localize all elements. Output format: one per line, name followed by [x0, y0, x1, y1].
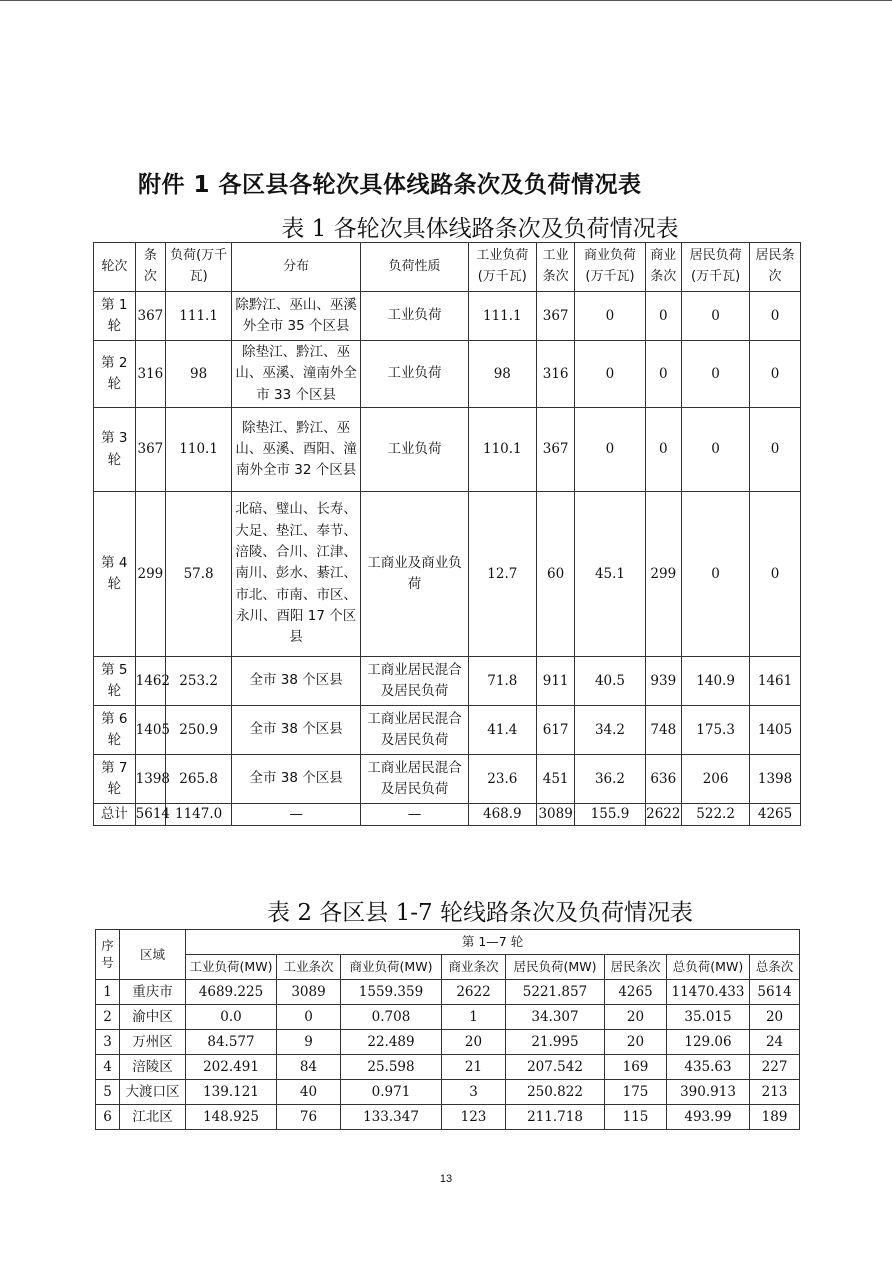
table1-cell: 0: [645, 341, 682, 408]
table2-cell: 3089: [277, 980, 341, 1005]
table1-cell: 451: [536, 755, 575, 804]
table1-cell: 4265: [750, 804, 801, 826]
table1-cell: 第 2 轮: [94, 341, 136, 408]
table1-cell: 工业负荷: [361, 341, 469, 408]
table1-cell: 全市 38 个区县: [232, 657, 361, 706]
table1-cell: 1147.0: [166, 804, 232, 826]
table2-cell: 1559.359: [341, 980, 442, 1005]
table2-cell: 35.015: [667, 1005, 750, 1030]
table2-header-cell: 居民条次: [605, 955, 667, 980]
table1-row: [94, 706, 801, 755]
table1-cell: 110.1: [166, 408, 232, 492]
table2-cell: 0.0: [186, 1005, 277, 1030]
table1-cell: 1398: [135, 755, 165, 804]
top-border-line: [0, 0, 892, 1]
table1-cell: 36.2: [575, 755, 645, 804]
table1-header-cell: 工业负荷(万千瓦): [468, 243, 536, 292]
table2-cell: 0.708: [341, 1005, 442, 1030]
table2-row: [96, 1055, 800, 1080]
table1-cell: 367: [536, 292, 575, 341]
table1-cell: 299: [135, 492, 165, 657]
table2-cell: 0: [277, 1005, 341, 1030]
table1-header-cell: 工业条次: [536, 243, 575, 292]
table2-cell: 6: [96, 1105, 120, 1130]
table1-cell: 111.1: [166, 292, 232, 341]
table2-cell: 115: [605, 1105, 667, 1130]
table1-cell: 0: [750, 492, 801, 657]
table2-cell: 123: [442, 1105, 506, 1130]
table2-group-header: 第 1—7 轮: [186, 930, 800, 955]
table1-cell: 23.6: [468, 755, 536, 804]
table1-cell: 除垫江、黔江、巫山、巫溪、潼南外全市 33 个区县: [232, 341, 361, 408]
table1-header-row: [94, 243, 801, 292]
table2-cell: 213: [750, 1080, 800, 1105]
table1-cell: 299: [645, 492, 682, 657]
table2-cell: 250.822: [506, 1080, 605, 1105]
table1-cell: —: [361, 804, 469, 826]
table1-cell: 工业负荷: [361, 408, 469, 492]
table2-cell: 227: [750, 1055, 800, 1080]
table1-cell: 40.5: [575, 657, 645, 706]
table1-cell: 工商业及商业负荷: [361, 492, 469, 657]
table1-cell: 636: [645, 755, 682, 804]
table1-cell: 1398: [750, 755, 801, 804]
table2-cell: 139.121: [186, 1080, 277, 1105]
table1-cell: 0: [682, 341, 750, 408]
table1-cell: 0: [645, 408, 682, 492]
table1-cell: 468.9: [468, 804, 536, 826]
table1-row: [94, 657, 801, 706]
table2-cell: 3: [442, 1080, 506, 1105]
table2-group-row: [96, 930, 800, 955]
table1-cell: 617: [536, 706, 575, 755]
table1-cell: 57.8: [166, 492, 232, 657]
table1-cell: 北碚、璧山、长寿、大足、垫江、奉节、涪陵、合川、江津、南川、彭水、綦江、市北、市南、市区、永川、酉阳 17 个区县: [232, 492, 361, 657]
table2-cell: 渝中区: [120, 1005, 186, 1030]
table2-header-cell: 总负荷(MW): [667, 955, 750, 980]
table2-cell: 40: [277, 1080, 341, 1105]
table1-cell: 0: [750, 341, 801, 408]
table1-cell: 1405: [750, 706, 801, 755]
table1-header-cell: 轮次: [94, 243, 136, 292]
table1-cell: 175.3: [682, 706, 750, 755]
table1-cell: 0: [682, 492, 750, 657]
table1-cell: 0: [575, 292, 645, 341]
table2-cell: 1: [96, 980, 120, 1005]
table1-cell: 939: [645, 657, 682, 706]
table1-row: [94, 292, 801, 341]
table1-row: [94, 755, 801, 804]
table2-cell: 大渡口区: [120, 1080, 186, 1105]
table1-cell: 71.8: [468, 657, 536, 706]
table1-cell: 522.2: [682, 804, 750, 826]
table2-cell: 202.491: [186, 1055, 277, 1080]
table2-cell: 207.542: [506, 1055, 605, 1080]
table1-cell: 除垫江、黔江、巫山、巫溪、酉阳、潼南外全市 32 个区县: [232, 408, 361, 492]
table2-cell: 390.913: [667, 1080, 750, 1105]
table1-cell: 98: [468, 341, 536, 408]
table2-cell: 493.99: [667, 1105, 750, 1130]
table1-cell: 3089: [536, 804, 575, 826]
table1-cell: 1462: [135, 657, 165, 706]
table1-cell: 206: [682, 755, 750, 804]
table1-cell: 工业负荷: [361, 292, 469, 341]
table2-cell: 20: [605, 1030, 667, 1055]
table1-cell: 748: [645, 706, 682, 755]
table2-row: [96, 1030, 800, 1055]
table1-cell: 0: [575, 341, 645, 408]
table2-region-header: 区域: [120, 930, 186, 980]
table2-seq-header: 序号: [96, 930, 120, 980]
table1-cell: 总计: [94, 804, 136, 826]
table1-row: [94, 408, 801, 492]
table2-cell: 0.971: [341, 1080, 442, 1105]
table1-cell: 98: [166, 341, 232, 408]
table1-cell: 第 5 轮: [94, 657, 136, 706]
table1-cell: 第 1 轮: [94, 292, 136, 341]
table2-cell: 20: [442, 1030, 506, 1055]
table2-cell: 84: [277, 1055, 341, 1080]
table2-cell: 3: [96, 1030, 120, 1055]
table1-header-cell: 条次: [135, 243, 165, 292]
table2-cell: 重庆市: [120, 980, 186, 1005]
table1-cell: 111.1: [468, 292, 536, 341]
table2-cell: 4265: [605, 980, 667, 1005]
table1-cell: 第 7 轮: [94, 755, 136, 804]
table1-cell: 全市 38 个区县: [232, 755, 361, 804]
table1-header-cell: 负荷(万千瓦): [166, 243, 232, 292]
table1-cell: 工商业居民混合及居民负荷: [361, 706, 469, 755]
table1-header-cell: 负荷性质: [361, 243, 469, 292]
table1-cell: 0: [682, 408, 750, 492]
table2-header-row: [96, 955, 800, 980]
table1-cell: 1461: [750, 657, 801, 706]
page-number: 13: [439, 1173, 453, 1185]
table1-cell: 0: [575, 408, 645, 492]
table1-cell: 110.1: [468, 408, 536, 492]
table2-cell: 1: [442, 1005, 506, 1030]
table1-cell: 367: [135, 292, 165, 341]
table1-cell: 0: [682, 292, 750, 341]
table1-cell: 140.9: [682, 657, 750, 706]
table2-cell: 175: [605, 1080, 667, 1105]
table2-cell: 4689.225: [186, 980, 277, 1005]
table1-cell: 第 6 轮: [94, 706, 136, 755]
table1-cell: 316: [135, 341, 165, 408]
table1-header-cell: 分布: [232, 243, 361, 292]
table1-header-cell: 商业条次: [645, 243, 682, 292]
table1-cell: 0: [750, 408, 801, 492]
table1-header-cell: 居民负荷(万千瓦): [682, 243, 750, 292]
table1-caption: 表 1 各轮次具体线路条次及负荷情况表: [281, 216, 679, 242]
table2-cell: 24: [750, 1030, 800, 1055]
table2-header-cell: 总条次: [750, 955, 800, 980]
table1-row: [94, 492, 801, 657]
table1-header-cell: 居民条次: [750, 243, 801, 292]
table2-cell: 133.347: [341, 1105, 442, 1130]
table2-cell: 211.718: [506, 1105, 605, 1130]
table1-cell: 0: [645, 292, 682, 341]
table1-rounds-load: [93, 242, 801, 826]
table1-cell: 250.9: [166, 706, 232, 755]
table1-cell: 全市 38 个区县: [232, 706, 361, 755]
table1-cell: 41.4: [468, 706, 536, 755]
table2-cell: 25.598: [341, 1055, 442, 1080]
attachment-heading: 附件 1 各区县各轮次具体线路条次及负荷情况表: [138, 172, 642, 198]
table2-row: [96, 980, 800, 1005]
table2-cell: 22.489: [341, 1030, 442, 1055]
table2-cell: 20: [750, 1005, 800, 1030]
table2-cell: 5614: [750, 980, 800, 1005]
table2-district-load: [95, 929, 800, 1130]
table2-cell: 2: [96, 1005, 120, 1030]
table2-header-cell: 居民负荷(MW): [506, 955, 605, 980]
table2-cell: 34.307: [506, 1005, 605, 1030]
table2-header-cell: 商业条次: [442, 955, 506, 980]
table2-cell: 21.995: [506, 1030, 605, 1055]
table1-cell: 253.2: [166, 657, 232, 706]
table2-cell: 129.06: [667, 1030, 750, 1055]
table1-cell: 34.2: [575, 706, 645, 755]
table2-cell: 4: [96, 1055, 120, 1080]
table2-caption: 表 2 各区县 1-7 轮线路条次及负荷情况表: [267, 900, 693, 926]
table1-cell: 0: [750, 292, 801, 341]
table2-cell: 9: [277, 1030, 341, 1055]
table2-cell: 江北区: [120, 1105, 186, 1130]
table1-cell: —: [232, 804, 361, 826]
table1-header-cell: 商业负荷(万千瓦): [575, 243, 645, 292]
table2-row: [96, 1080, 800, 1105]
table1-cell: 265.8: [166, 755, 232, 804]
table1-cell: 第 3 轮: [94, 408, 136, 492]
table2-cell: 21: [442, 1055, 506, 1080]
table2-cell: 84.577: [186, 1030, 277, 1055]
table2-cell: 20: [605, 1005, 667, 1030]
table1-cell: 除黔江、巫山、巫溪外全市 35 个区县: [232, 292, 361, 341]
table1-cell: 第 4 轮: [94, 492, 136, 657]
table2-row: [96, 1105, 800, 1130]
table2-cell: 148.925: [186, 1105, 277, 1130]
table2-cell: 5221.857: [506, 980, 605, 1005]
table1-cell: 911: [536, 657, 575, 706]
table1-row: [94, 341, 801, 408]
table1-cell: 工商业居民混合及居民负荷: [361, 657, 469, 706]
table1-cell: 工商业居民混合及居民负荷: [361, 755, 469, 804]
table2-cell: 涪陵区: [120, 1055, 186, 1080]
table2-cell: 万州区: [120, 1030, 186, 1055]
table2-cell: 435.63: [667, 1055, 750, 1080]
table2-cell: 189: [750, 1105, 800, 1130]
table2-cell: 2622: [442, 980, 506, 1005]
table1-cell: 60: [536, 492, 575, 657]
table1-cell: 316: [536, 341, 575, 408]
table1-cell: 45.1: [575, 492, 645, 657]
table2-row: [96, 1005, 800, 1030]
table2-cell: 169: [605, 1055, 667, 1080]
table2-cell: 11470.433: [667, 980, 750, 1005]
table2-cell: 76: [277, 1105, 341, 1130]
table2-header-cell: 工业条次: [277, 955, 341, 980]
table2-header-cell: 商业负荷(MW): [341, 955, 442, 980]
table1-cell: 1405: [135, 706, 165, 755]
table1-cell: 367: [536, 408, 575, 492]
table1-total-row: [94, 804, 801, 826]
table1-cell: 155.9: [575, 804, 645, 826]
table1-cell: 367: [135, 408, 165, 492]
table1-cell: 2622: [645, 804, 682, 826]
table2-cell: 5: [96, 1080, 120, 1105]
table2-header-cell: 工业负荷(MW): [186, 955, 277, 980]
table1-cell: 12.7: [468, 492, 536, 657]
table1-cell: 5614: [135, 804, 165, 826]
